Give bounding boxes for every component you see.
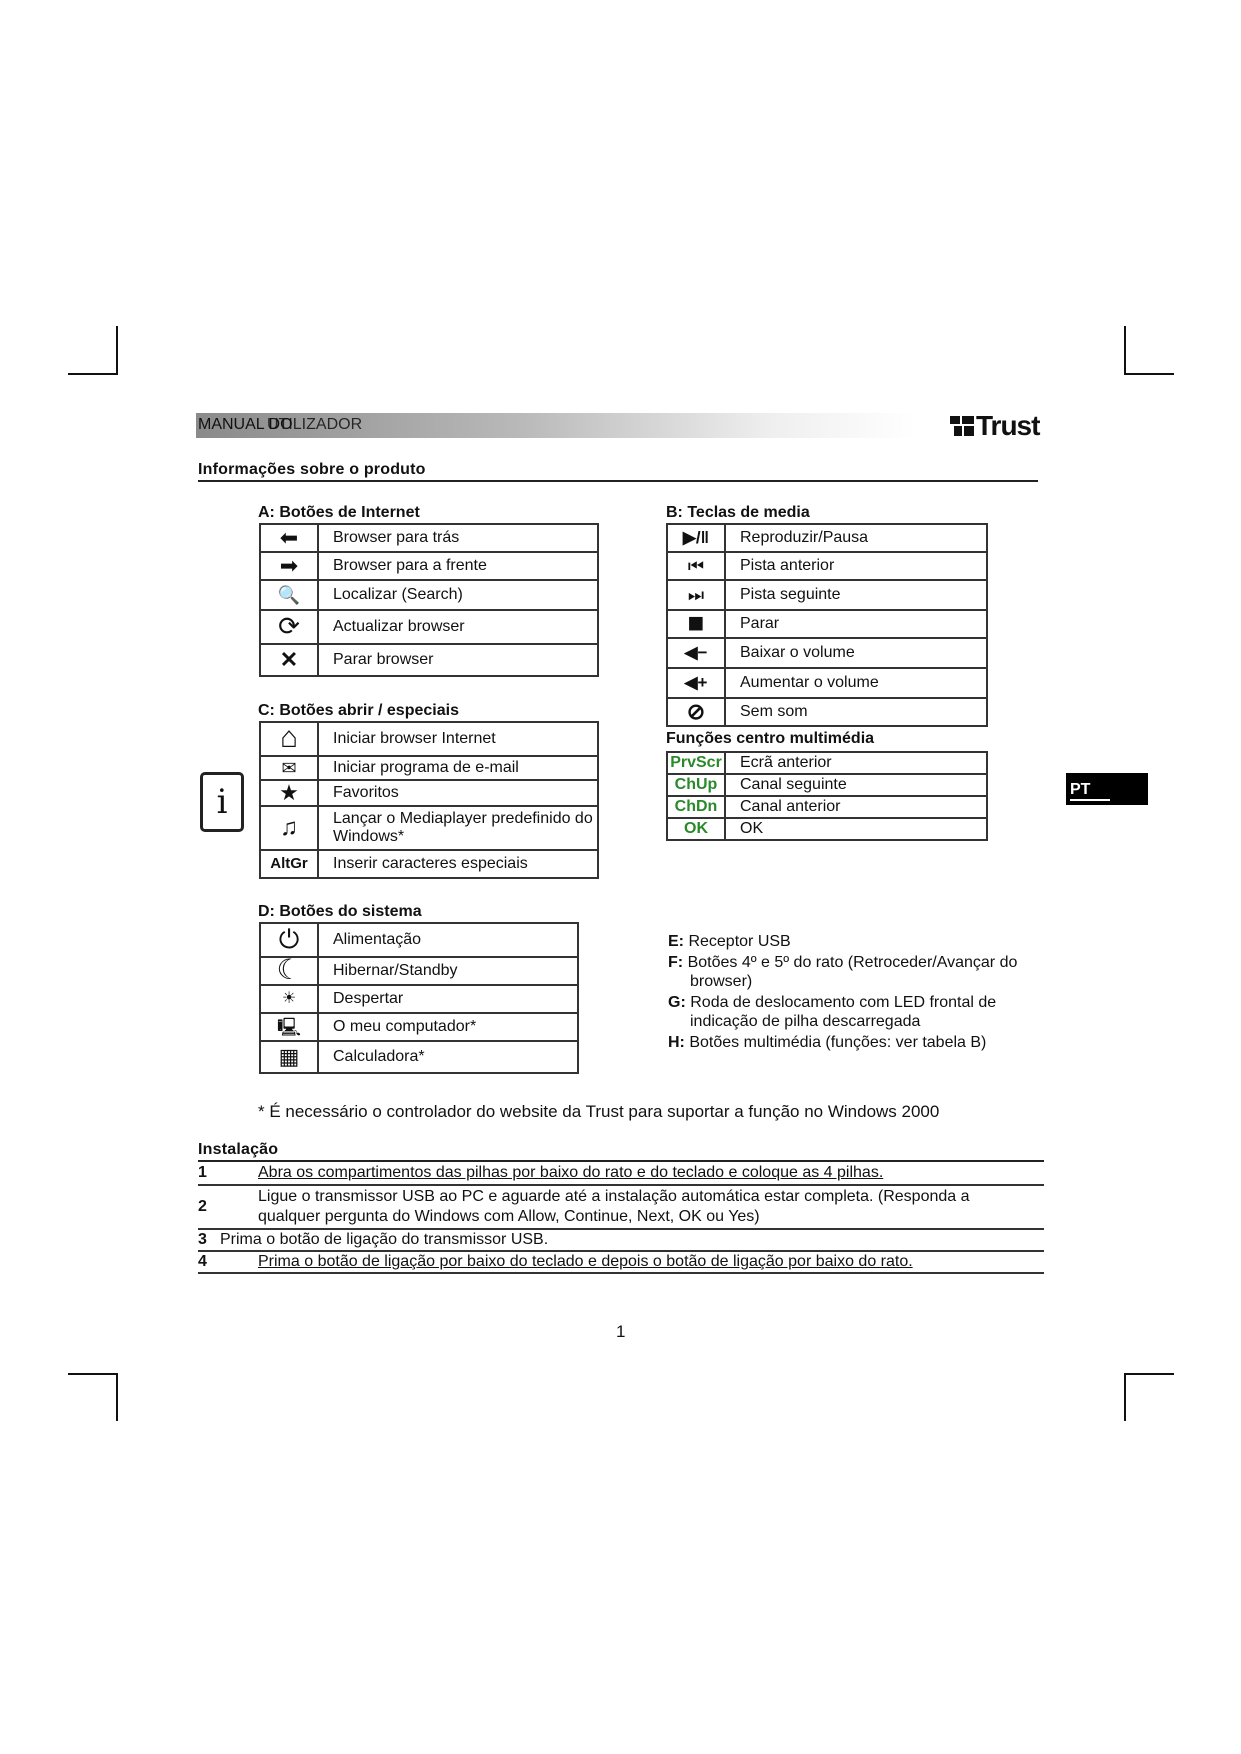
refresh-icon: ⟳ (278, 610, 300, 641)
note-item: G: Roda de deslocamento com LED frontal de indicação de pilha descarregada (668, 994, 997, 1030)
crop-mark-br-h (1124, 1373, 1174, 1375)
table-b-label: Baixar o volume (725, 638, 987, 668)
install-step: 4 Prima o botão de ligação por baixo do teclado e depois o botão de ligação por baixo do rato. (198, 1252, 1044, 1274)
table-d-label: O meu computador* (318, 1013, 578, 1041)
table-a-label: Browser para trás (318, 524, 598, 552)
table-b-label: Reproduzir/Pausa (725, 524, 987, 552)
home-icon: ⌂ (279, 720, 299, 754)
table-b-label: Aumentar o volume (725, 668, 987, 698)
table-multi-label: Canal seguinte (725, 774, 987, 796)
table-c-label: Inserir caracteres especiais (318, 850, 598, 878)
table-b-title: B: Teclas de media (666, 504, 810, 521)
table-d-label: Despertar (318, 985, 578, 1013)
install-step: 3 Prima o botão de ligação do transmissor USB. (198, 1230, 1044, 1252)
table-b-label: Sem som (725, 698, 987, 726)
crop-mark-tl-v (116, 326, 118, 374)
section-title-installation: Instalação (198, 1141, 279, 1158)
chdn-tag: ChDn (674, 798, 718, 815)
crop-mark-tr-v (1124, 326, 1126, 374)
play-pause-icon: ▶/‖ (682, 528, 710, 547)
crop-mark-tl-h (68, 373, 118, 375)
table-a-title: A: Botões de Internet (258, 504, 420, 521)
language-tab (1066, 773, 1148, 805)
table-multimedia (666, 751, 988, 841)
language-tab-label: PT (1070, 781, 1091, 798)
arrow-right-icon: ➡ (279, 552, 299, 578)
section-title-product: Informações sobre o produto (198, 461, 426, 478)
table-a-label: Localizar (Search) (318, 580, 598, 610)
search-icon: 🔍 (277, 585, 301, 605)
table-d-title: D: Botões do sistema (258, 903, 422, 920)
brand-name: Trust (976, 410, 1040, 441)
table-multi-label: OK (725, 818, 987, 840)
install-step: 2 Ligue o transmissor USB ao PC e aguarde até a instalação automática estar completa. (Responda a qualquer pergunta do Windows com Allow, Continue, Next, OK ou Yes) (198, 1186, 1044, 1230)
mute-icon: ⊘ (686, 698, 706, 724)
volume-up-icon: ◀+ (684, 673, 708, 692)
calculator-icon: ▦ (278, 1043, 300, 1069)
table-d-label: Calculadora* (318, 1041, 578, 1073)
moon-icon: ☾ (276, 953, 302, 985)
sunrise-icon: ☀ (281, 990, 297, 1007)
table-b (666, 523, 988, 727)
table-a-label: Browser para a frente (318, 552, 598, 580)
music-note-icon: ♫ (280, 813, 298, 841)
crop-mark-br-v (1124, 1373, 1126, 1421)
table-b-label: Pista seguinte (725, 580, 987, 610)
footnote: * É necessário o controlador do website da Trust para suportar a função no Windows 2000 (258, 1102, 940, 1121)
info-icon: i (200, 772, 244, 832)
header-manual-label: MANUAL DO (198, 416, 293, 433)
install-step: 1 Abra os compartimentos das pilhas por baixo do rato e do teclado e coloque as 4 pilhas. (198, 1162, 1044, 1186)
table-a-label: Actualizar browser (318, 610, 598, 644)
arrow-left-icon: ⬅ (279, 524, 299, 550)
next-track-icon: ⏭ (687, 585, 705, 605)
table-b-label: Pista anterior (725, 552, 987, 580)
table-c-title: C: Botões abrir / especiais (258, 702, 459, 719)
table-a-label: Parar browser (318, 644, 598, 676)
ok-tag: OK (684, 820, 708, 837)
table-b-label: Parar (725, 610, 987, 638)
stop-icon: ■ (687, 606, 705, 638)
table-multi-title: Funções centro multimédia (666, 730, 875, 747)
table-c-label: Lançar o Mediaplayer predefinido do Windows* (318, 806, 598, 850)
note-item: H: Botões multimédia (funções: ver tabela B) (668, 1034, 987, 1051)
table-d (259, 922, 579, 1074)
star-icon: ★ (279, 779, 299, 805)
previous-track-icon: ⏮ (687, 556, 705, 576)
header-manual-overlay: UTILIZADOR (267, 416, 363, 433)
table-multi-label: Ecrã anterior (725, 752, 987, 774)
section-rule-product (198, 480, 1038, 482)
crop-mark-bl-h (68, 1373, 118, 1375)
close-icon: ✕ (279, 646, 299, 672)
power-icon: ⏻ (278, 923, 300, 954)
volume-down-icon: ◀− (684, 643, 708, 662)
crop-mark-tr-h (1124, 373, 1174, 375)
note-item: F: Botões 4º e 5º do rato (Retroceder/Avançar do browser) (668, 954, 1018, 990)
prvscr-tag: PrvScr (670, 754, 722, 771)
table-c (259, 721, 599, 879)
computer-icon: 🖳 (276, 1017, 301, 1037)
crop-mark-bl-v (116, 1373, 118, 1421)
brand-logo (950, 410, 1039, 442)
notes-list (668, 932, 1048, 1054)
table-d-label: Hibernar/Standby (318, 957, 578, 985)
table-a (259, 523, 599, 677)
table-c-label: Iniciar browser Internet (318, 722, 598, 756)
page-number: 1 (616, 1322, 626, 1341)
email-icon: ✉ (281, 758, 297, 778)
altgr-icon: AltGr (270, 855, 308, 872)
table-c-label: Favoritos (318, 780, 598, 806)
trust-logo-icon (950, 416, 974, 436)
table-multi-label: Canal anterior (725, 796, 987, 818)
table-c-label: Iniciar programa de e-mail (318, 756, 598, 780)
chup-tag: ChUp (674, 776, 718, 793)
table-d-label: Alimentação (318, 923, 578, 957)
note-item: E: Receptor USB (668, 933, 791, 950)
